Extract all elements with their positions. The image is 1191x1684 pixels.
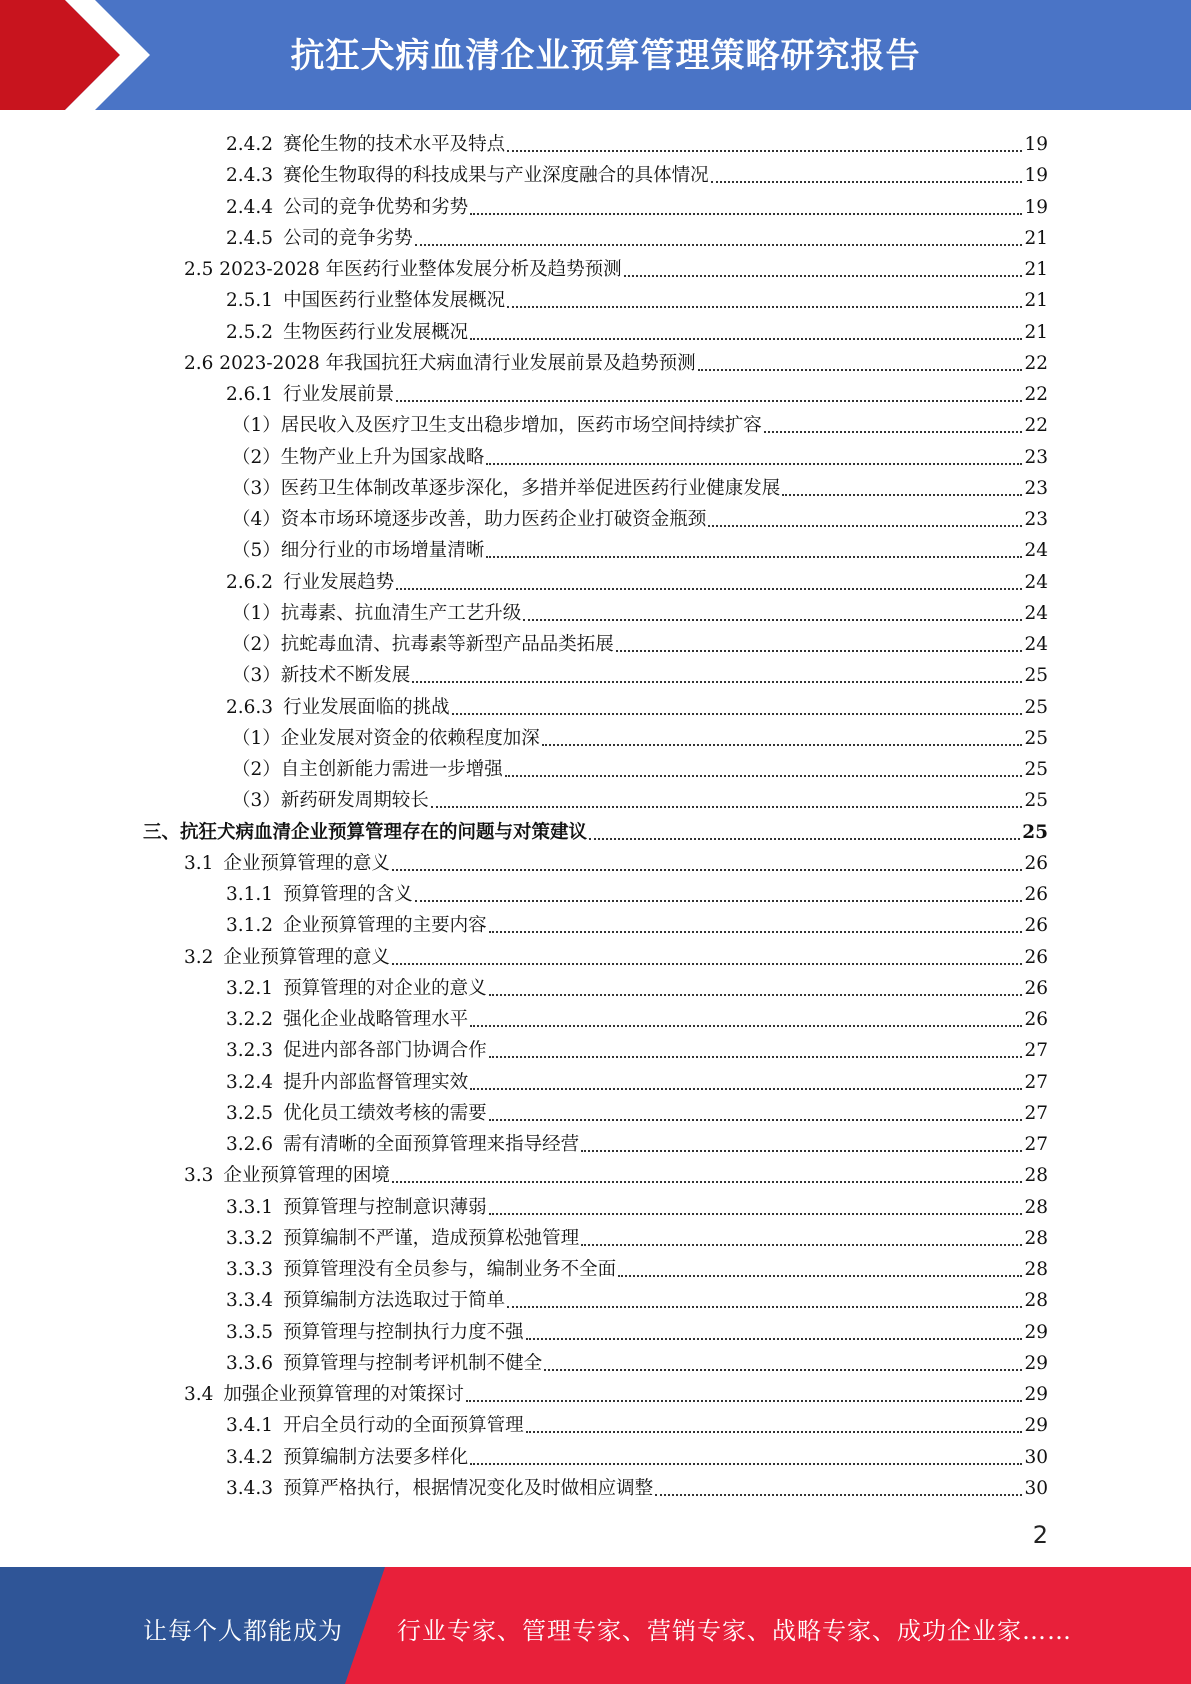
toc-entry[interactable] <box>232 720 1048 751</box>
toc-dot-leader <box>470 1462 1022 1465</box>
toc-entry-number: 3.1.1 <box>226 884 274 905</box>
toc-entry-page: 26 <box>1024 1009 1048 1030</box>
toc-entry-text <box>226 164 709 188</box>
toc-dot-leader <box>655 1493 1022 1496</box>
toc-entry[interactable] <box>226 376 1048 407</box>
toc-entry[interactable] <box>226 907 1048 938</box>
toc-entry-text <box>226 1414 524 1438</box>
toc-entry-page: 21 <box>1024 259 1048 280</box>
toc-entry-text <box>226 1227 579 1251</box>
toc-entry-page: 30 <box>1024 1477 1048 1499</box>
toc-entry-text <box>232 446 484 470</box>
toc-entry-text <box>232 758 503 782</box>
toc-dot-leader <box>526 1337 1023 1340</box>
toc-dot-leader <box>589 837 1020 840</box>
toc-entry[interactable] <box>143 814 1048 845</box>
toc-entry-text <box>226 1133 579 1157</box>
toc-entry-title: 企业预算管理的主要内容 <box>283 915 487 937</box>
toc-entry-number: 3.3.5 <box>226 1321 274 1343</box>
toc-entry-title: 公司的竞争优势和劣势 <box>283 196 469 218</box>
toc-entry-title: 预算编制方法要多样化 <box>283 1446 469 1468</box>
toc-entry-title: 企业预算管理的意义 <box>223 946 390 968</box>
toc-entry-number: 3.4.2 <box>226 1446 274 1468</box>
toc-entry[interactable] <box>232 407 1048 438</box>
toc-dot-leader <box>624 274 1023 277</box>
toc-entry-title: 行业发展趋势 <box>283 571 395 593</box>
toc-dot-leader <box>616 649 1023 652</box>
footer-slogan-left: 让每个人都能成为 <box>143 1617 343 1645</box>
toc-entry-text <box>226 1321 524 1345</box>
toc-entry-title: 预算管理的含义 <box>283 884 413 905</box>
toc-entry-text <box>184 1383 464 1407</box>
toc-entry-text <box>226 1289 505 1313</box>
toc-dot-leader <box>489 1118 1023 1121</box>
toc-entry-text <box>226 1071 468 1095</box>
toc-entry-page: 19 <box>1024 134 1048 155</box>
toc-dot-leader <box>486 555 1022 558</box>
toc-entry-page: 25 <box>1024 727 1048 749</box>
toc-entry-number: 3.3.4 <box>226 1290 274 1312</box>
toc-entry-number: 3.3.3 <box>226 1259 274 1280</box>
toc-entry-number: 3.3.2 <box>226 1227 274 1249</box>
toc-entry-number: 2.4.2 <box>226 134 274 155</box>
toc-entry[interactable] <box>226 1470 1048 1501</box>
toc-entry-text <box>184 852 390 876</box>
toc-entry-page: 26 <box>1024 915 1048 937</box>
toc-entry-number: 3.2.1 <box>226 977 274 999</box>
toc-entry[interactable] <box>184 1376 1048 1407</box>
toc-entry-title: 公司的竞争劣势 <box>283 227 413 249</box>
toc-entry-number: 3.2.4 <box>226 1071 274 1093</box>
toc-entry[interactable] <box>184 345 1048 376</box>
toc-entry-title: 预算管理没有全员参与，编制业务不全面 <box>283 1259 617 1280</box>
toc-entry-number: 2.5.1 <box>226 290 274 312</box>
toc-entry-text <box>184 258 622 282</box>
toc-dot-leader <box>489 1212 1023 1215</box>
toc-entry-text <box>226 883 413 907</box>
toc-entry-text <box>226 1477 653 1501</box>
toc-dot-leader <box>470 212 1022 215</box>
toc-entry-page: 24 <box>1024 634 1048 655</box>
toc-dot-leader <box>489 1055 1023 1058</box>
toc-entry-title: 强化企业战略管理水平 <box>283 1009 469 1030</box>
toc-entry-page: 26 <box>1024 884 1048 905</box>
toc-dot-leader <box>431 805 1023 808</box>
toc-dot-leader <box>470 1087 1022 1090</box>
toc-entry-page: 27 <box>1024 1040 1048 1062</box>
toc-dot-leader <box>782 493 1022 496</box>
toc-entry-text <box>184 352 696 376</box>
toc-entry-title: 优化员工绩效考核的需要 <box>283 1102 487 1124</box>
toc-entry-page: 28 <box>1024 1196 1048 1218</box>
toc-entry-page: 28 <box>1024 1259 1048 1280</box>
toc-dot-leader <box>581 1149 1022 1152</box>
toc-entry-page: 29 <box>1024 1352 1048 1374</box>
toc-entry-text <box>226 977 487 1001</box>
toc-entry-page: 28 <box>1024 1290 1048 1312</box>
toc-entry-title: （4）资本市场环境逐步改善，助力医药企业打破资金瓶颈 <box>232 509 707 530</box>
page-number: 2 <box>1032 1521 1048 1549</box>
toc-entry-text <box>232 633 614 657</box>
toc-entry-text <box>226 1258 616 1282</box>
toc-entry[interactable] <box>232 470 1048 501</box>
toc-entry-number: 2.6.2 <box>226 571 274 593</box>
toc-entry-page: 26 <box>1024 977 1048 999</box>
toc-entry[interactable] <box>232 751 1048 782</box>
toc-dot-leader <box>396 399 1022 402</box>
toc-entry[interactable] <box>226 1126 1048 1157</box>
toc-entry[interactable] <box>226 1282 1048 1313</box>
toc-entry-page: 27 <box>1024 1071 1048 1093</box>
toc-entry-number: 3.4.1 <box>226 1415 274 1437</box>
toc-entry-number: 2.4.5 <box>226 227 274 249</box>
toc-entry-title: 预算管理与控制意识薄弱 <box>283 1196 487 1218</box>
toc-entry-title: （2）生物产业上升为国家战略 <box>232 446 485 468</box>
toc-entry[interactable] <box>226 1095 1048 1126</box>
toc-entry-text <box>226 133 505 157</box>
toc-entry-text <box>226 1196 487 1220</box>
toc-entry-title: 赛伦生物取得的科技成果与产业深度融合的具体情况 <box>283 165 709 187</box>
toc-entry-title: 预算管理的对企业的意义 <box>283 977 487 999</box>
toc-entry[interactable] <box>226 157 1048 188</box>
toc-dot-leader <box>698 368 1023 371</box>
toc-dot-leader <box>396 587 1022 590</box>
toc-entry-number: 3.2.2 <box>226 1009 274 1030</box>
toc-entry-page: 19 <box>1024 196 1048 218</box>
toc-entry-page: 28 <box>1024 1227 1048 1249</box>
toc-entry-text <box>232 664 410 688</box>
toc-entry[interactable] <box>184 939 1048 970</box>
toc-entry-title: 促进内部各部门协调合作 <box>283 1040 487 1062</box>
footer-slogan-right: 行业专家、管理专家、营销专家、战略专家、成功企业家…… <box>397 1617 1072 1645</box>
toc-entry-text <box>232 789 429 813</box>
toc-dot-leader <box>489 993 1023 996</box>
toc-entry-page: 26 <box>1024 852 1048 874</box>
toc-entry[interactable] <box>184 1157 1048 1188</box>
toc-entry[interactable] <box>226 1064 1048 1095</box>
toc-entry-title: 预算编制不严谨，造成预算松弛管理 <box>283 1227 580 1249</box>
toc-entry-page: 23 <box>1024 446 1048 468</box>
toc-entry-page: 22 <box>1024 352 1048 374</box>
toc-dot-leader <box>392 962 1023 965</box>
toc-entry-number: 3.3.6 <box>226 1352 274 1374</box>
toc-entry[interactable] <box>226 1439 1048 1470</box>
toc-entry[interactable] <box>232 532 1048 563</box>
toc-dot-leader <box>507 1305 1022 1308</box>
toc-entry-page: 21 <box>1024 290 1048 312</box>
toc-entry[interactable] <box>226 876 1048 907</box>
toc-entry[interactable] <box>226 282 1048 313</box>
toc-entry-page: 22 <box>1024 384 1048 405</box>
toc-entry-title: （1）抗毒素、抗血清生产工艺升级 <box>232 602 522 624</box>
toc-entry-title: （2）自主创新能力需进一步增强 <box>232 759 503 780</box>
toc-entry-page: 29 <box>1024 1415 1048 1437</box>
toc-entry-title: 生物医药行业发展概况 <box>283 321 469 343</box>
toc-entry-title: 预算编制方法选取过于简单 <box>283 1290 506 1312</box>
toc-entry-text <box>232 727 540 751</box>
toc-entry-number: 2.4.4 <box>226 196 274 218</box>
toc-entry[interactable] <box>232 595 1048 626</box>
toc-entry[interactable] <box>226 1220 1048 1251</box>
toc-entry-number: 3.2.3 <box>226 1040 274 1062</box>
toc-entry[interactable] <box>184 845 1048 876</box>
toc-entry-number: 3.2 <box>184 946 214 968</box>
toc-entry[interactable] <box>226 970 1048 1001</box>
toc-entry[interactable] <box>232 439 1048 470</box>
toc-entry-text <box>226 696 450 720</box>
toc-entry-title: 2.6 2023-2028 年我国抗狂犬病血清行业发展前景及趋势预测 <box>184 352 696 374</box>
toc-entry-text <box>226 196 468 220</box>
toc-entry[interactable] <box>226 126 1048 157</box>
toc-entry-text <box>226 1102 487 1126</box>
toc-dot-leader <box>544 1368 1022 1371</box>
toc-entry-page: 23 <box>1024 477 1048 499</box>
toc-dot-leader <box>505 774 1023 777</box>
toc-dot-leader <box>466 1399 1023 1402</box>
toc-entry-page: 25 <box>1024 790 1048 812</box>
toc-entry-text <box>226 227 413 251</box>
toc-dot-leader <box>507 149 1022 152</box>
toc-entry-title: 三、抗狂犬病血清企业预算管理存在的问题与对策建议 <box>143 821 588 843</box>
toc-dot-leader <box>507 305 1022 308</box>
toc-entry-title: 2.5 2023-2028 年医药行业整体发展分析及趋势预测 <box>184 259 622 280</box>
toc-dot-leader <box>708 524 1022 527</box>
toc-entry[interactable] <box>184 251 1048 282</box>
toc-entry-title: 行业发展面临的挑战 <box>283 696 450 718</box>
toc-entry-title: 提升内部监督管理实效 <box>283 1071 469 1093</box>
toc-entry[interactable] <box>226 564 1048 595</box>
toc-entry-page: 30 <box>1024 1446 1048 1468</box>
toc-entry-text <box>226 914 487 938</box>
toc-entry-number: 3.4 <box>184 1384 214 1405</box>
toc-entry-text <box>184 946 390 970</box>
toc-entry-text <box>232 414 762 438</box>
toc-dot-leader <box>486 462 1022 465</box>
toc-dot-leader <box>523 618 1022 621</box>
toc-entry-text <box>232 508 706 532</box>
toc-entry-text <box>226 289 505 313</box>
toc-entry-title: （1）居民收入及医疗卫生支出稳步增加，医药市场空间持续扩容 <box>232 415 762 437</box>
toc-entry-page: 29 <box>1024 1384 1048 1405</box>
toc-entry-title: （3）新药研发周期较长 <box>232 790 429 812</box>
toc-entry-text <box>143 821 587 845</box>
page-header <box>0 0 1191 110</box>
toc-entry-title: 赛伦生物的技术水平及特点 <box>283 134 506 155</box>
toc-entry-text <box>226 571 394 595</box>
toc-dot-leader <box>618 1274 1022 1277</box>
toc-entry-page: 27 <box>1024 1102 1048 1124</box>
toc-entry-page: 24 <box>1024 602 1048 624</box>
toc-entry[interactable] <box>226 220 1048 251</box>
toc-entry-title: 中国医药行业整体发展概况 <box>283 290 506 312</box>
toc-entry-page: 25 <box>1024 759 1048 780</box>
toc-entry-title: 预算严格执行，根据情况变化及时做相应调整 <box>283 1477 654 1499</box>
toc-entry[interactable] <box>226 1032 1048 1063</box>
toc-entry[interactable] <box>226 1345 1048 1376</box>
toc-entry-title: 加强企业预算管理的对策探讨 <box>223 1384 464 1405</box>
toc-entry-text <box>226 383 394 407</box>
toc-entry-text <box>226 321 468 345</box>
toc-entry-title: 需有清晰的全面预算管理来指导经营 <box>283 1134 580 1155</box>
toc-entry-page: 27 <box>1024 1134 1048 1155</box>
toc-dot-leader <box>526 1430 1023 1433</box>
toc-dot-leader <box>581 1243 1022 1246</box>
toc-entry-text <box>232 477 780 501</box>
toc-entry-page: 22 <box>1024 415 1048 437</box>
toc-dot-leader <box>415 243 1023 246</box>
toc-entry-number: 2.4.3 <box>226 165 274 187</box>
toc-entry[interactable] <box>226 189 1048 220</box>
toc-entry-number: 3.1.2 <box>226 915 274 937</box>
toc-dot-leader <box>489 930 1023 933</box>
toc-entry[interactable] <box>226 1189 1048 1220</box>
toc-entry-number: 2.6.3 <box>226 696 274 718</box>
toc-entry-page: 24 <box>1024 571 1048 593</box>
toc-entry-page: 24 <box>1024 540 1048 562</box>
toc-entry-page: 23 <box>1024 509 1048 530</box>
report-title: 抗狂犬病血清企业预算管理策略研究报告 <box>290 36 921 76</box>
toc-entry-number: 3.4.3 <box>226 1477 274 1499</box>
toc-entry-page: 19 <box>1024 165 1048 187</box>
toc-entry-text <box>226 1446 468 1470</box>
toc-dot-leader <box>470 1024 1022 1027</box>
toc-dot-leader <box>412 680 1022 683</box>
toc-dot-leader <box>470 337 1022 340</box>
toc-entry[interactable] <box>226 1251 1048 1282</box>
toc-entry-title: （1）企业发展对资金的依赖程度加深 <box>232 727 540 749</box>
toc-entry-title: （3）医药卫生体制改革逐步深化，多措并举促进医药行业健康发展 <box>232 477 781 499</box>
toc-entry[interactable] <box>232 501 1048 532</box>
toc-dot-leader <box>542 743 1023 746</box>
toc-entry[interactable] <box>232 657 1048 688</box>
toc-dot-leader <box>452 712 1023 715</box>
toc-entry-title: 预算管理与控制考评机制不健全 <box>283 1352 543 1374</box>
toc-entry-title: 企业预算管理的困境 <box>223 1165 390 1187</box>
toc-entry[interactable] <box>226 1001 1048 1032</box>
toc-entry-page: 25 <box>1024 665 1048 687</box>
toc-dot-leader <box>392 1180 1023 1183</box>
page-footer <box>0 1567 1191 1684</box>
toc-entry-number: 3.2.6 <box>226 1134 274 1155</box>
toc-dot-leader <box>711 180 1023 183</box>
toc-entry-text <box>226 1039 487 1063</box>
toc-entry-title: 预算管理与控制执行力度不强 <box>283 1321 524 1343</box>
toc-entry-text <box>232 539 484 563</box>
toc-entry-text <box>232 602 521 626</box>
toc-entry-title: （2）抗蛇毒血清、抗毒素等新型产品品类拓展 <box>232 634 614 655</box>
toc-entry[interactable] <box>226 1407 1048 1438</box>
toc-entry-number: 3.3.1 <box>226 1196 274 1218</box>
toc-entry-text <box>226 1008 468 1032</box>
toc-entry[interactable] <box>226 689 1048 720</box>
toc-entry-page: 25 <box>1022 821 1048 843</box>
toc-entry-page: 21 <box>1024 227 1048 249</box>
toc-entry-page: 28 <box>1024 1165 1048 1187</box>
toc-entry-text <box>226 1352 542 1376</box>
toc-entry-number: 2.6.1 <box>226 384 274 405</box>
toc-dot-leader <box>392 868 1023 871</box>
toc-entry-number: 3.1 <box>184 852 214 874</box>
toc-entry-title: （3）新技术不断发展 <box>232 665 411 687</box>
toc-entry-number: 3.3 <box>184 1165 214 1187</box>
toc-entry-page: 26 <box>1024 946 1048 968</box>
toc-entry[interactable] <box>232 626 1048 657</box>
toc-entry[interactable] <box>226 314 1048 345</box>
toc-entry-title: 开启全员行动的全面预算管理 <box>283 1415 524 1437</box>
toc-entry[interactable] <box>226 1314 1048 1345</box>
toc-entry-title: 行业发展前景 <box>283 384 395 405</box>
toc-entry-text <box>184 1164 390 1188</box>
toc-entry-page: 25 <box>1024 696 1048 718</box>
toc-entry-title: 企业预算管理的意义 <box>223 852 390 874</box>
toc-entry-number: 2.5.2 <box>226 321 274 343</box>
toc-entry-number: 3.2.5 <box>226 1102 274 1124</box>
toc-entry-title: （5）细分行业的市场增量清晰 <box>232 540 485 562</box>
toc-entry-page: 29 <box>1024 1321 1048 1343</box>
toc-entry-page: 21 <box>1024 321 1048 343</box>
toc-entry[interactable] <box>232 782 1048 813</box>
toc-dot-leader <box>415 899 1023 902</box>
toc-dot-leader <box>764 430 1023 433</box>
